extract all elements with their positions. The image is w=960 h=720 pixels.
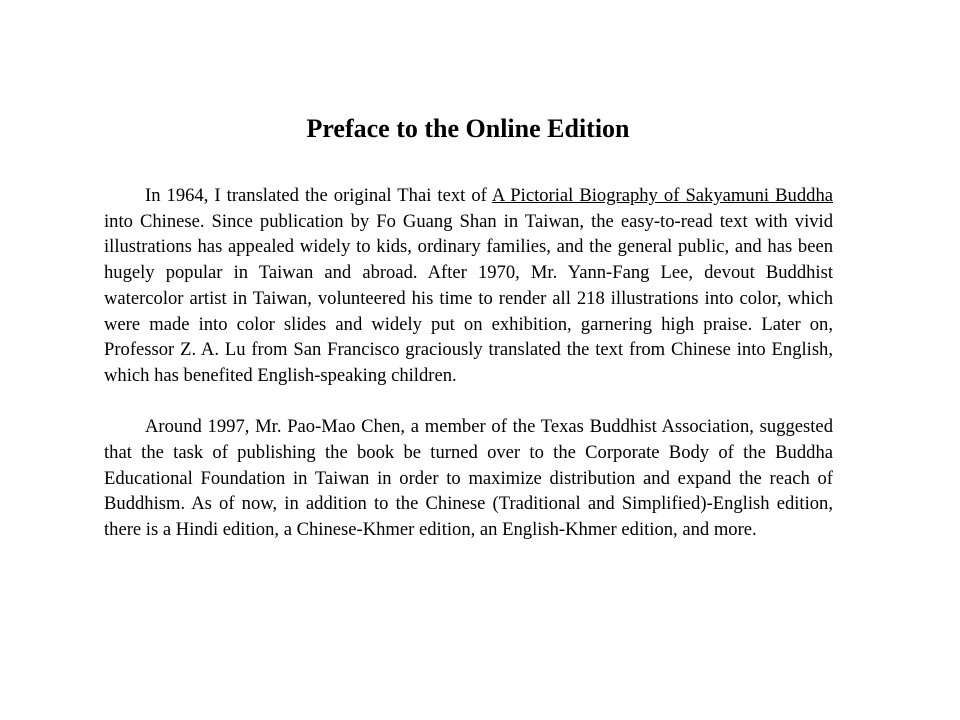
book-title: A Pictorial Biography of Sakyamuni Buddha: [491, 185, 833, 206]
paragraph-1: [104, 183, 833, 389]
document-body: [104, 183, 833, 543]
paragraph-1-rest: into Chinese. Since publication by Fo Guang Shan in Taiwan, the easy-to-read text with vivid illustrations has appealed widely to kids, ordinary families, and the general public, and has been hugely popular in Taiwan and abroad. After 1970, Mr. Yann-Fang Lee, devout Buddhist watercolor artist in Taiwan, volunteered his time to render all 218 illustrations into color, which were made into color slides and widely put on exhibition, garnering high praise. Later on, Professor Z. A. Lu from San Francisco graciously translated the text from Chinese into English, which has benefited English-speaking children.: [104, 210, 833, 386]
page-title: Preface to the Online Edition: [306, 114, 630, 143]
paragraph-2: Around 1997, Mr. Pao-Mao Chen, a member of the Texas Buddhist Association, suggested that the task of publishing the book be turned over to the Corporate Body of the Buddha Educational Foundation in Taiwan in order to maximize distribution and expand the reach of Buddhism. As of now, in addition to the Chinese (Traditional and Simplified)-English edition, there is a Hindi edition, a Chinese-Khmer edition, an English-Khmer edition, and more.: [104, 416, 833, 541]
paragraph-1-intro: In 1964, I translated the original Thai text of: [145, 185, 492, 206]
